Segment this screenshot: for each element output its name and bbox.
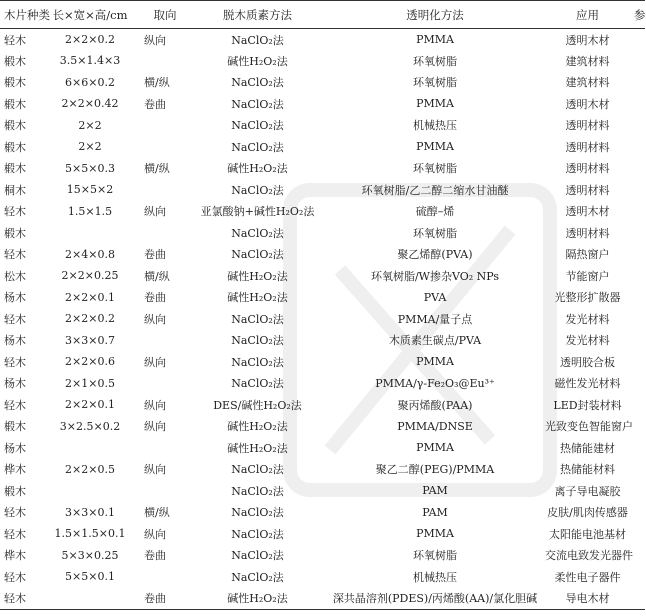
table-row — [0, 351, 645, 373]
cell-reference — [630, 93, 645, 115]
cell-dimensions: 1.5×1.5×0.1 — [54, 527, 126, 541]
cell-delignification: NaClO₂法 — [231, 226, 284, 240]
table-row — [0, 308, 645, 330]
cell-dimensions — [40, 437, 140, 459]
cell-transparency-method: 环氧树脂 — [413, 162, 457, 176]
table-row — [0, 373, 645, 395]
cell-reference — [630, 523, 645, 545]
cell-reference — [630, 437, 645, 459]
cell-transparency-method: PMMA — [416, 33, 454, 46]
cell-transparency-method: PMMA — [416, 527, 454, 541]
cell-dimensions: 15×5×2 — [66, 183, 114, 197]
cell-transparency-method: 聚乙二醇(PEG)/PMMA — [375, 463, 495, 477]
cell-transparency-method: 环氧树脂 — [413, 76, 457, 90]
cell-reference — [630, 222, 645, 244]
cell-reference — [630, 50, 645, 72]
cell-application: 透明材料 — [565, 140, 610, 154]
table-row — [0, 72, 645, 94]
cell-wood-type: 椴木 — [4, 226, 26, 240]
table-row — [0, 201, 645, 223]
cell-orientation — [140, 437, 190, 459]
table-row — [0, 93, 645, 115]
table-row — [0, 502, 645, 524]
cell-orientation — [140, 222, 190, 244]
cell-reference — [630, 136, 645, 158]
cell-application: 透明胶合板 — [560, 355, 615, 369]
table-header-row — [0, 1, 645, 29]
cell-delignification: NaClO₂法 — [231, 506, 284, 520]
cell-reference — [630, 480, 645, 502]
cell-reference — [630, 351, 645, 373]
cell-wood-type: 椴木 — [4, 97, 26, 111]
table-row — [0, 330, 645, 352]
cell-wood-type: 轻木 — [4, 398, 26, 412]
cell-application: 透明材料 — [565, 162, 610, 176]
cell-orientation: 纵向 — [144, 527, 166, 541]
cell-orientation — [140, 566, 190, 588]
cell-dimensions — [40, 588, 140, 610]
cell-wood-type: 轻木 — [0, 588, 40, 610]
cell-reference — [630, 158, 645, 180]
table-row — [0, 136, 645, 158]
cell-wood-type: 轻木 — [4, 205, 26, 219]
cell-transparency-method: PMMA — [416, 355, 454, 369]
cell-delignification: NaClO₂法 — [231, 463, 284, 477]
table-row — [0, 480, 645, 502]
cell-application: 热储能建材 — [560, 441, 615, 455]
table-row — [0, 394, 645, 416]
cell-dimensions: 6×6×0.2 — [65, 75, 115, 89]
header-application: 应用 — [545, 1, 630, 29]
cell-transparency-method: PMMA/量子点 — [397, 312, 473, 326]
cell-dimensions: 2×2 — [78, 118, 102, 132]
cell-application: 离子导电凝胶 — [554, 484, 621, 498]
cell-wood-type: 轻木 — [4, 312, 26, 326]
table-row — [0, 265, 645, 287]
cell-reference — [630, 115, 645, 137]
cell-transparency-method: 环氧树脂 — [413, 226, 457, 240]
cell-dimensions — [40, 222, 140, 244]
cell-orientation: 卷曲 — [140, 588, 190, 610]
cell-orientation: 纵向 — [144, 205, 166, 219]
cell-application: 建筑材料 — [565, 76, 610, 90]
table-row — [0, 287, 645, 309]
cell-delignification: NaClO₂法 — [231, 312, 284, 326]
cell-wood-type: 轻木 — [4, 570, 26, 584]
cell-transparency-method: PVA — [423, 290, 447, 304]
cell-delignification: 碱性H₂O₂法 — [190, 588, 325, 610]
cell-orientation — [140, 330, 190, 352]
cell-transparency-method: PMMA — [416, 97, 454, 111]
table-row — [0, 29, 645, 51]
table-body — [0, 29, 645, 610]
cell-application: 透明木材 — [565, 97, 610, 111]
cell-delignification: NaClO₂法 — [231, 140, 284, 154]
cell-reference — [630, 179, 645, 201]
cell-delignification: NaClO₂法 — [231, 527, 284, 541]
cell-application: 透明材料 — [565, 119, 610, 133]
header-delignification-method: 脱木质素方法 — [190, 1, 325, 29]
cell-application: 导电木材 — [545, 588, 630, 610]
cell-orientation: 横/纵 — [144, 506, 170, 520]
table-row — [0, 437, 645, 459]
cell-transparency-method: 硫醇–烯 — [415, 205, 455, 219]
cell-orientation — [140, 373, 190, 395]
cell-delignification: 碱性H₂O₂法 — [227, 291, 288, 305]
cell-application: 发光材料 — [565, 312, 610, 326]
cell-application: 光整形扩散器 — [554, 291, 621, 305]
cell-dimensions: 2×2×0.1 — [65, 290, 115, 304]
cell-reference — [630, 459, 645, 481]
table-row — [0, 545, 645, 567]
table-row — [0, 459, 645, 481]
cell-orientation — [140, 179, 190, 201]
cell-reference — [630, 201, 645, 223]
cell-orientation: 横/纵 — [144, 162, 170, 176]
cell-wood-type: 杨木 — [4, 441, 26, 455]
cell-dimensions: 3×3×0.7 — [65, 333, 115, 347]
cell-application: 柔性电子器件 — [554, 570, 621, 584]
cell-transparency-method: 环氧树脂/乙二醇二缩水甘油醚 — [361, 183, 509, 197]
cell-dimensions: 2×2×0.42 — [61, 97, 119, 111]
cell-reference — [630, 308, 645, 330]
cell-dimensions: 3.5×1.4×3 — [59, 54, 121, 68]
cell-transparency-method: 环氧树脂 — [413, 549, 457, 563]
header-transparency-method: 透明化方法 — [325, 1, 545, 29]
cell-transparency-method: PAM — [422, 505, 448, 519]
table-row — [0, 179, 645, 201]
cell-application: 光致变色智能窗户 — [545, 420, 633, 434]
cell-orientation: 纵向 — [144, 463, 166, 477]
cell-application: 透明木材 — [565, 33, 610, 47]
cell-wood-type: 椴木 — [4, 54, 26, 68]
cell-dimensions: 2×2×0.5 — [65, 462, 115, 476]
cell-dimensions: 5×5×0.3 — [65, 161, 115, 175]
cell-dimensions: 2×4×0.8 — [65, 247, 115, 261]
cell-transparency-method: PMMA — [416, 441, 454, 455]
table-row — [0, 222, 645, 244]
cell-transparency-method: PMMA — [416, 140, 454, 154]
cell-orientation: 纵向 — [144, 33, 166, 47]
cell-application: 透明木材 — [565, 205, 610, 219]
cell-delignification: NaClO₂法 — [231, 355, 284, 369]
cell-dimensions — [40, 480, 140, 502]
cell-application: 太阳能电池基材 — [549, 527, 626, 541]
table-row — [0, 115, 645, 137]
cell-delignification: NaClO₂法 — [231, 248, 284, 262]
cell-orientation: 纵向 — [144, 398, 166, 412]
cell-orientation: 纵向 — [144, 312, 166, 326]
cell-dimensions: 3×3×0.1 — [65, 505, 115, 519]
header-orientation: 取向 — [140, 1, 190, 29]
cell-transparency-method: 聚丙烯酸(PAA) — [397, 398, 473, 412]
cell-reference — [630, 588, 645, 610]
cell-wood-type: 桐木 — [4, 183, 26, 197]
cell-orientation: 卷曲 — [144, 248, 166, 262]
cell-reference — [630, 287, 645, 309]
cell-wood-type: 轻木 — [4, 33, 26, 47]
cell-reference — [630, 394, 645, 416]
cell-application: 透明材料 — [565, 226, 610, 240]
cell-dimensions: 2×2×0.1 — [65, 398, 115, 412]
cell-wood-type: 轻木 — [4, 355, 26, 369]
cell-delignification: NaClO₂法 — [231, 97, 284, 111]
cell-reference — [630, 72, 645, 94]
cell-application: 磁性发光材料 — [554, 377, 621, 391]
cell-dimensions: 2×2×0.6 — [65, 355, 115, 369]
cell-delignification: NaClO₂法 — [231, 377, 284, 391]
header-dimensions: 长×宽×高/cm — [40, 1, 140, 29]
cell-dimensions: 2×2 — [78, 140, 102, 154]
cell-application: 交流电致发光器件 — [545, 549, 633, 563]
cell-wood-type: 椴木 — [4, 484, 26, 498]
cell-wood-type: 椴木 — [4, 140, 26, 154]
cell-orientation — [140, 136, 190, 158]
cell-transparency-method: 木质素生碳点/PVA — [388, 334, 482, 348]
cell-dimensions: 1.5×1.5 — [67, 204, 113, 218]
cell-wood-type: 杨木 — [4, 291, 26, 305]
cell-reference — [630, 502, 645, 524]
cell-delignification: 碱性H₂O₂法 — [227, 162, 288, 176]
cell-wood-type: 椴木 — [4, 76, 26, 90]
cell-dimensions: 2×2×0.2 — [65, 312, 115, 326]
cell-transparency-method: 环氧树脂/W掺杂VO₂ NPs — [370, 269, 500, 283]
cell-orientation: 纵向 — [144, 355, 166, 369]
cell-reference — [630, 330, 645, 352]
cell-transparency-method: 环氧树脂 — [413, 54, 457, 68]
cell-application: 节能窗户 — [565, 269, 610, 283]
cell-application: 皮肤/肌肉传感器 — [547, 506, 628, 520]
cell-reference — [630, 244, 645, 266]
cell-wood-type: 椴木 — [4, 420, 26, 434]
cell-delignification: DES/碱性H₂O₂法 — [213, 398, 302, 412]
cell-delignification: NaClO₂法 — [231, 76, 284, 90]
cell-wood-type: 椴木 — [4, 162, 26, 176]
cell-delignification: NaClO₂法 — [231, 33, 284, 47]
cell-delignification: 碱性H₂O₂法 — [227, 269, 288, 283]
cell-transparency-method: 深共晶溶剂(PDES)/丙烯酸(AA)/氯化胆碱 — [325, 588, 545, 610]
table-row — [0, 416, 645, 438]
cell-orientation: 卷曲 — [144, 97, 166, 111]
cell-dimensions: 2×1×0.5 — [65, 376, 115, 390]
cell-delignification: 碱性H₂O₂法 — [227, 441, 288, 455]
cell-application: 建筑材料 — [565, 54, 610, 68]
cell-wood-type: 轻木 — [4, 248, 26, 262]
cell-wood-type: 松木 — [4, 269, 26, 283]
cell-delignification: NaClO₂法 — [231, 484, 284, 498]
table-row — [0, 588, 645, 610]
cell-orientation: 卷曲 — [144, 291, 166, 305]
table-row — [0, 50, 645, 72]
cell-transparency-method: PMMA/γ-Fe₂O₃@Eu³⁺ — [375, 376, 495, 390]
cell-delignification: 碱性H₂O₂法 — [227, 54, 288, 68]
cell-orientation: 横/纵 — [144, 76, 170, 90]
cell-dimensions: 3×2.5×0.2 — [59, 419, 121, 433]
cell-wood-type: 轻木 — [4, 527, 26, 541]
cell-dimensions: 5×5×0.1 — [65, 570, 115, 584]
cell-delignification: NaClO₂法 — [231, 334, 284, 348]
table-row — [0, 523, 645, 545]
cell-orientation: 纵向 — [144, 420, 166, 434]
cell-reference — [630, 566, 645, 588]
cell-reference — [630, 265, 645, 287]
cell-orientation — [140, 50, 190, 72]
cell-dimensions: 2×2×0.2 — [65, 33, 115, 46]
table-row — [0, 566, 645, 588]
cell-transparency-method: PMMA/DNSE — [397, 419, 473, 433]
cell-orientation: 卷曲 — [144, 549, 166, 563]
table-row — [0, 158, 645, 180]
cell-reference — [630, 373, 645, 395]
cell-wood-type: 桦木 — [4, 549, 26, 563]
cell-orientation — [140, 115, 190, 137]
header-wood-type: 木片种类 — [0, 1, 40, 29]
cell-delignification: NaClO₂法 — [231, 570, 284, 584]
cell-application: 发光材料 — [565, 334, 610, 348]
cell-transparency-method: PAM — [422, 484, 448, 498]
cell-wood-type: 桦木 — [4, 463, 26, 477]
cell-wood-type: 轻木 — [4, 506, 26, 520]
cell-orientation — [140, 480, 190, 502]
cell-delignification: 亚氯酸钠+碱性H₂O₂法 — [200, 205, 315, 219]
cell-orientation: 横/纵 — [144, 269, 170, 283]
cell-application: 热储能材料 — [560, 463, 615, 477]
cell-transparency-method: 机械热压 — [413, 119, 457, 133]
cell-application: 隔热窗户 — [565, 248, 610, 262]
cell-delignification: NaClO₂法 — [231, 119, 284, 133]
cell-delignification: NaClO₂法 — [231, 183, 284, 197]
table-row — [0, 244, 645, 266]
cell-application: LED封装材料 — [553, 398, 622, 412]
cell-dimensions: 5×3×0.25 — [61, 548, 119, 562]
header-reference: 参 — [630, 1, 645, 29]
cell-reference — [630, 29, 645, 51]
cell-application: 透明材料 — [565, 183, 610, 197]
cell-wood-type: 杨木 — [4, 334, 26, 348]
cell-dimensions: 2×2×0.25 — [61, 269, 119, 283]
cell-transparency-method: 聚乙烯醇(PVA) — [397, 248, 473, 262]
cell-delignification: 碱性H₂O₂法 — [227, 420, 288, 434]
cell-wood-type: 椴木 — [4, 119, 26, 133]
cell-transparency-method: 机械热压 — [413, 570, 457, 584]
cell-delignification: NaClO₂法 — [231, 549, 284, 563]
cell-wood-type: 杨木 — [4, 377, 26, 391]
